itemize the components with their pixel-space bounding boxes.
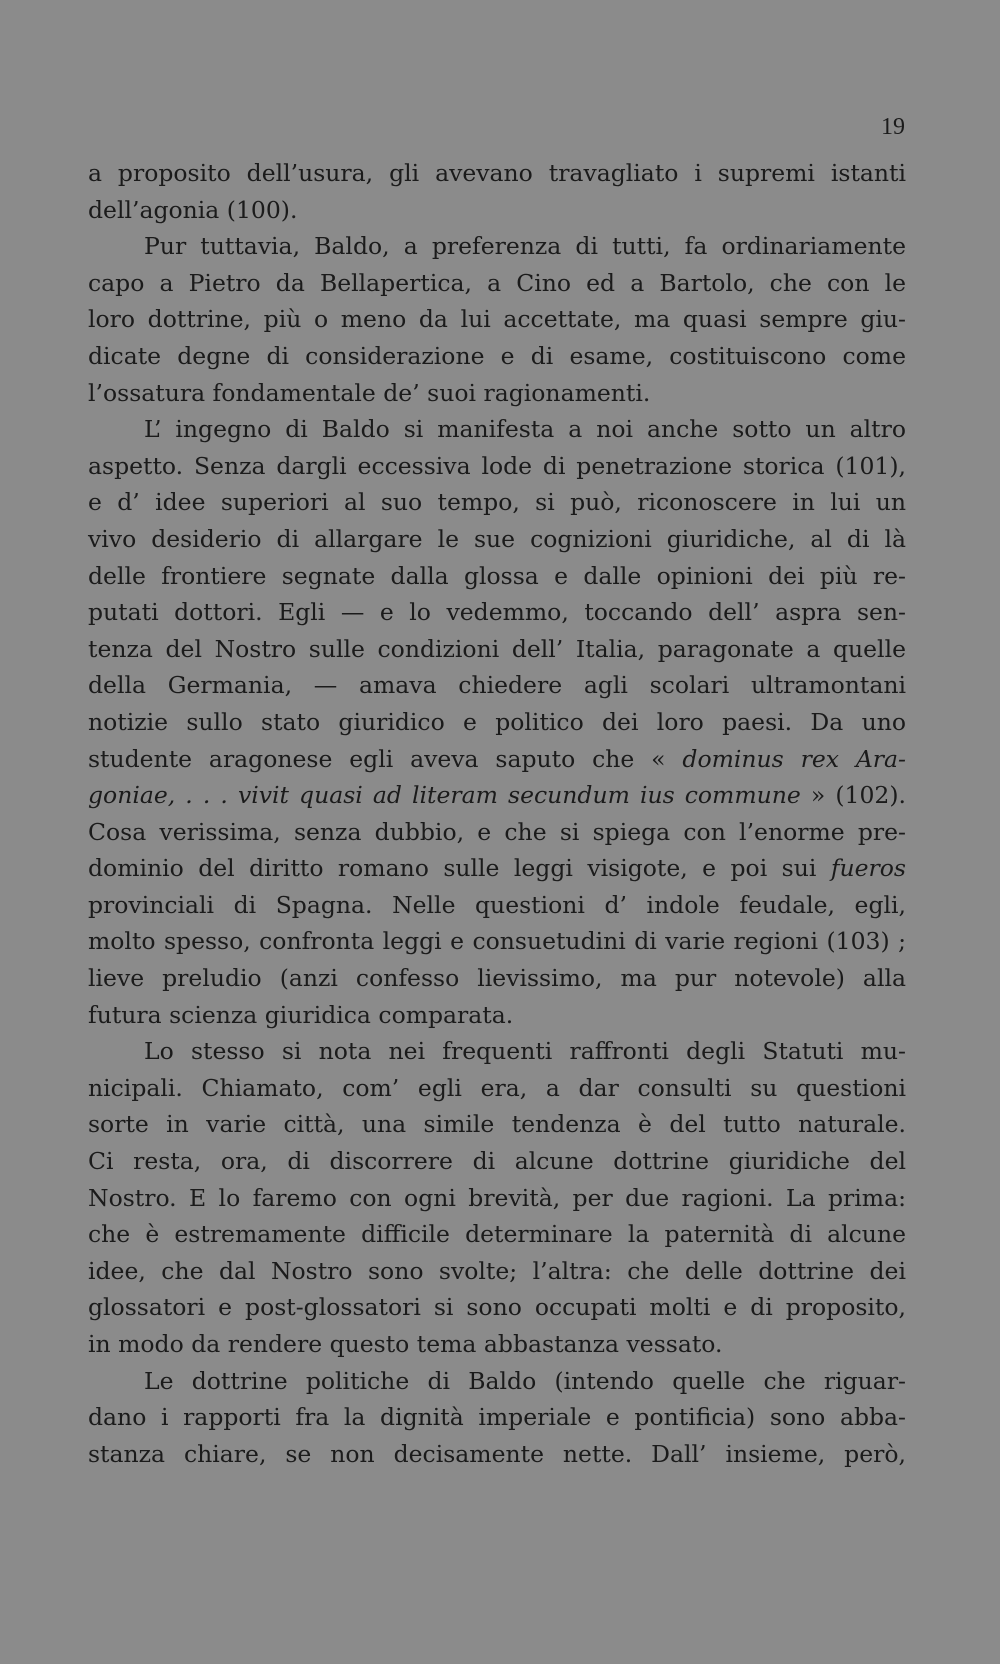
text-line: glossatori e post-glossatori si sono occupati molti e di proposito, xyxy=(88,1293,906,1322)
text-line: dominio del diritto romano sulle leggi visigote, e poi sui fueros xyxy=(88,854,906,883)
text-line: Cosa verissima, senza dubbio, e che si spiega con l’enorme pre- xyxy=(88,817,906,846)
text-line: Le dottrine politiche di Baldo (intendo quelle che riguar- xyxy=(144,1366,906,1395)
text-line: dell’agonia (100). xyxy=(88,195,298,224)
text-line: tenza del Nostro sulle condizioni dell’ Italia, paragonate a quelle xyxy=(88,634,906,663)
text-line: notizie sullo stato giuridico e politico dei loro paesi. Da uno xyxy=(88,707,906,736)
text-line: capo a Pietro da Bellapertica, a Cino ed a Bartolo, che con le xyxy=(88,268,906,297)
text-line: delle frontiere segnate dalla glossa e dalle opinioni dei più re- xyxy=(88,561,906,590)
text-line: molto spesso, confronta leggi e consuetudini di varie regioni (103) ; xyxy=(88,927,906,956)
text-line: che è estremamente difficile determinare la paternità di alcune xyxy=(88,1220,906,1249)
text-line: stanza chiare, se non decisamente nette. Dall’ insieme, però, xyxy=(88,1439,906,1468)
text-line: putati dottori. Egli — e lo vedemmo, toccando dell’ aspra sen- xyxy=(88,598,906,627)
text-line: dicate degne di considerazione e di esame, costituiscono come xyxy=(88,341,906,370)
text-line: futura scienza giuridica comparata. xyxy=(88,1000,514,1029)
text-line: in modo da rendere questo tema abbastanza vessato. xyxy=(88,1330,723,1358)
text-line: sorte in varie città, una simile tendenza è del tutto naturale. xyxy=(88,1110,906,1139)
text-line: a proposito dell’usura, gli avevano travagliato i supremi istanti xyxy=(88,159,906,187)
text-line: Nostro. E lo faremo con ogni brevità, per due ragioni. La prima: xyxy=(88,1183,906,1212)
text-line: idee, che dal Nostro sono svolte; l’altra: che delle dottrine dei xyxy=(88,1256,906,1285)
text-line: dano i rapporti fra la dignità imperiale e pontificia) sono abba- xyxy=(88,1403,906,1432)
text-line: della Germania, — amava chiedere agli scolari ultramontani xyxy=(88,671,906,700)
text-line: Pur tuttavia, Baldo, a preferenza di tutti, fa ordinariamente xyxy=(144,232,906,261)
text-line: lieve preludio (anzi confesso lievissimo, ma pur notevole) alla xyxy=(88,964,906,993)
text-line: vivo desiderio di allargare le sue cognizioni giuridiche, al di là xyxy=(88,524,906,553)
text-line: L’ ingegno di Baldo si manifesta a noi anche sotto un altro xyxy=(144,415,906,444)
text-line: e d’ idee superiori al suo tempo, si può, riconoscere in lui un xyxy=(88,488,906,517)
text-line: aspetto. Senza dargli eccessiva lode di penetrazione storica (101), xyxy=(88,451,906,480)
text-line: loro dottrine, più o meno da lui accettate, ma quasi sempre giu- xyxy=(88,305,906,334)
text-line: nicipali. Chiamato, com’ egli era, a dar consulti su questioni xyxy=(88,1073,906,1102)
text-line: Ci resta, ora, di discorrere di alcune dottrine giuridiche del xyxy=(88,1147,906,1176)
text-line: Lo stesso si nota nei frequenti raffronti degli Statuti mu- xyxy=(144,1037,906,1066)
body-text xyxy=(88,155,906,1472)
page-number: 19 xyxy=(881,114,905,140)
text-line: l’ossatura fondamentale de’ suoi ragionamenti. xyxy=(88,378,651,407)
text-line: goniae, . . . vivit quasi ad literam secundum ius commune » (102). xyxy=(88,781,906,810)
text-line: provinciali di Spagna. Nelle questioni d’ indole feudale, egli, xyxy=(88,890,906,919)
text-line: studente aragonese egli aveva saputo che « dominus rex Ara- xyxy=(88,744,906,773)
